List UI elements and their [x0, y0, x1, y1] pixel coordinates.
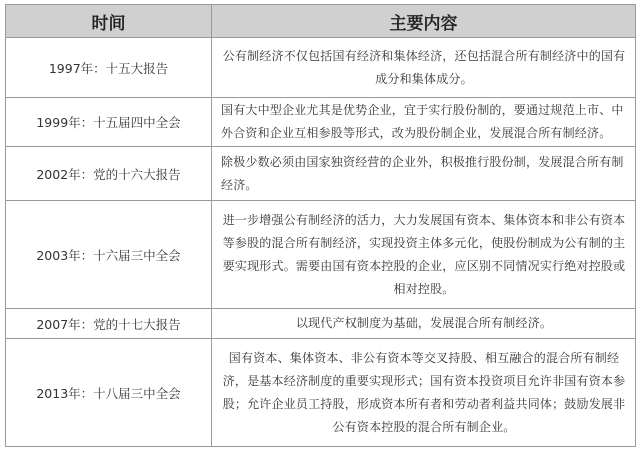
- row-content: 除极少数必须由国家独资经营的企业外，积极推行股份制，发展混合所有制经济。: [212, 147, 636, 201]
- header-time: 时间: [6, 5, 212, 38]
- row-time: 2007年：党的十七大报告: [6, 309, 212, 339]
- table-row: [6, 339, 636, 447]
- table-header-row: [6, 5, 636, 38]
- header-content: 主要内容: [212, 5, 636, 38]
- table-row: [6, 147, 636, 201]
- row-content: 公有制经济不仅包括国有经济和集体经济，还包括混合所有制经济中的国有成分和集体成分。: [212, 38, 636, 98]
- row-content: 进一步增强公有制经济的活力，大力发展国有资本、集体资本和非公有资本等参股的混合所有制经济，实现投资主体多元化，使股份制成为公有制的主要实现形式。需要由国有资本控股的企业，应区别不同情况实行绝对控股或相对控股。: [212, 201, 636, 309]
- row-time: 2013年：十八届三中全会: [6, 339, 212, 447]
- table-row: [6, 201, 636, 309]
- row-time: 2002年：党的十六大报告: [6, 147, 212, 201]
- table-row: [6, 38, 636, 98]
- row-content: 以现代产权制度为基础，发展混合所有制经济。: [212, 309, 636, 339]
- row-time: 1997年：十五大报告: [6, 38, 212, 98]
- row-content: 国有资本、集体资本、非公有资本等交叉持股、相互融合的混合所有制经济，是基本经济制度的重要实现形式；国有资本投资项目允许非国有资本参股；允许企业员工持股，形成资本所有者和劳动者利益共同体；鼓励发展非公有资本控股的混合所有制企业。: [212, 339, 636, 447]
- table-row: [6, 98, 636, 147]
- row-content: 国有大中型企业尤其是优势企业，宜于实行股份制的，要通过规范上市、中外合资和企业互相参股等形式，改为股份制企业，发展混合所有制经济。: [212, 98, 636, 147]
- row-time: 2003年：十六届三中全会: [6, 201, 212, 309]
- table-row: [6, 309, 636, 339]
- policy-timeline-table: [5, 4, 636, 447]
- row-time: 1999年：十五届四中全会: [6, 98, 212, 147]
